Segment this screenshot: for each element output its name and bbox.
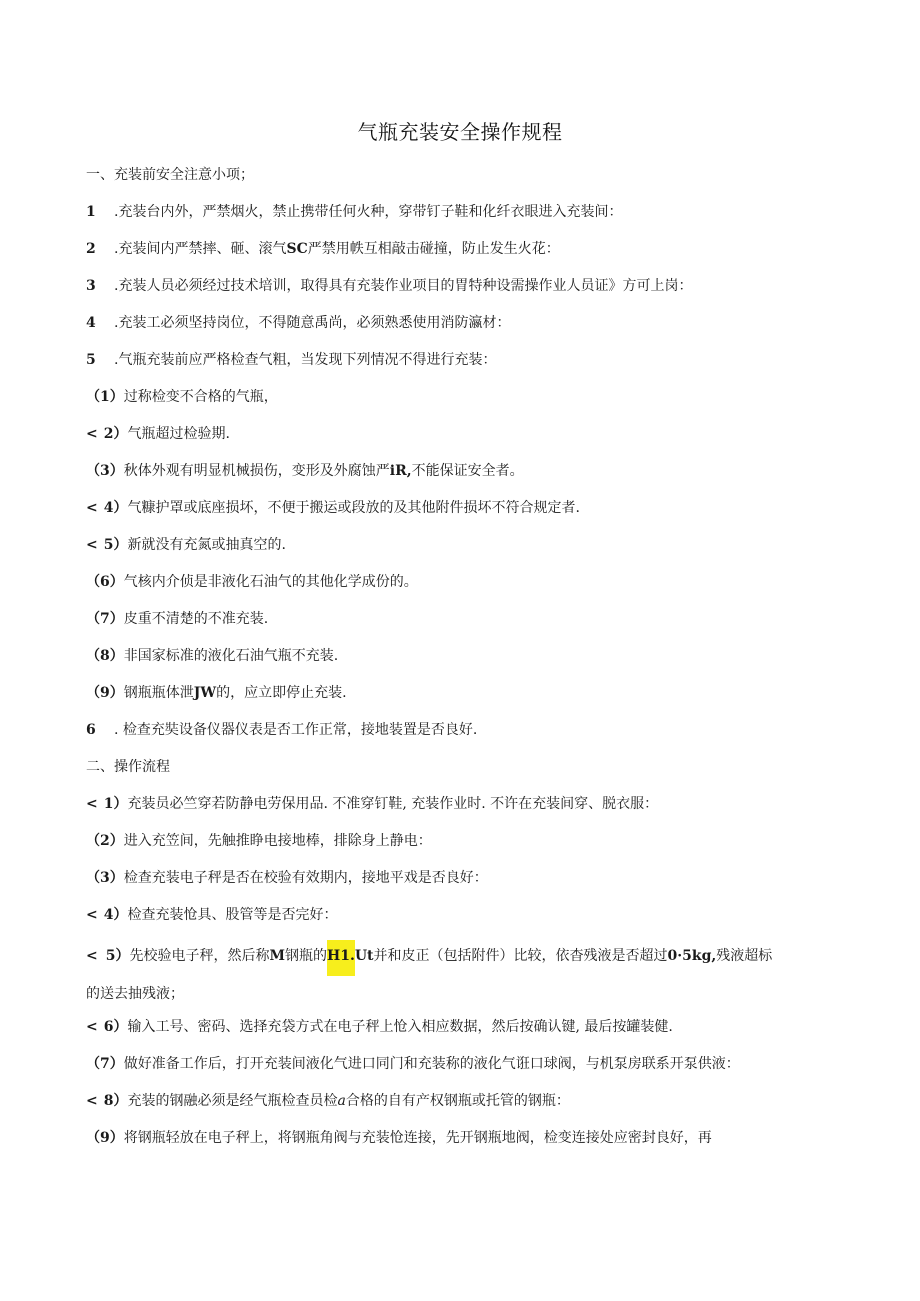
step-item xyxy=(86,897,846,934)
step-marker: （9） xyxy=(86,1130,124,1146)
sub-item xyxy=(86,453,846,490)
step-item xyxy=(86,1046,846,1083)
sub-item xyxy=(86,416,846,453)
item-number: 2 xyxy=(86,241,96,257)
angle-mark: < xyxy=(86,426,98,442)
sub-item-marker: 4） xyxy=(103,500,128,516)
sub-item-marker: （9） xyxy=(86,685,124,701)
step-marker: 4） xyxy=(103,907,128,923)
angle-mark: < xyxy=(86,500,98,516)
item-text: .充装台内外，严禁烟火，禁止携带任何火种，穿带钉子鞋和化纤衣眼进入充装间： xyxy=(114,204,623,220)
angle-mark: < xyxy=(86,537,98,553)
sub-item xyxy=(86,490,846,527)
step-item xyxy=(86,1009,846,1046)
list-item xyxy=(86,194,846,231)
sub-item-text: 气瓶超过检验期. xyxy=(127,426,230,442)
step-marker: （2） xyxy=(86,833,124,849)
item-number: 1 xyxy=(86,204,96,220)
angle-mark: < xyxy=(86,907,98,923)
sub-item-marker: 2） xyxy=(103,426,128,442)
step-text: 做好准备工作后，打开充装间液化气进口同门和充装称的液化气诳口球阀，与机泵房联系开泵供液： xyxy=(123,1056,740,1072)
item-number: 4 xyxy=(86,315,96,331)
step-marker: 5） xyxy=(105,948,130,964)
item-number: 6 xyxy=(86,722,96,738)
list-item xyxy=(86,305,846,342)
angle-mark: < xyxy=(86,796,98,812)
sub-item-marker: （3） xyxy=(86,463,124,479)
step-text: 检查充装电子秤是否在校验有效期内，接地平戏是否良好： xyxy=(123,870,488,886)
bold-fragment: JW xyxy=(193,685,217,701)
document-title: 气瓶充装安全操作规程 xyxy=(357,120,563,144)
sub-item-text: 皮重不清楚的不准充装. xyxy=(123,611,269,627)
angle-mark: < xyxy=(86,948,98,964)
bold-fragment: SC xyxy=(286,241,308,257)
step-marker: 1） xyxy=(103,796,128,812)
step-text-cont: 钢瓶的 xyxy=(284,948,327,964)
step-text: 充装员必竺穿若防静电劳保用品. 不准穿钉鞋, 充装作业时. 不许在充装间穿、脱衣服： xyxy=(127,796,659,812)
highlighted-fragment: H1. xyxy=(327,940,355,976)
list-item xyxy=(86,342,846,379)
sub-item-marker: （6） xyxy=(86,574,124,590)
step-marker: 8） xyxy=(103,1093,128,1109)
step-text-cont: 残液超标 xyxy=(716,948,773,964)
document-body xyxy=(86,157,846,1157)
item-text-cont: 严禁用帙互相敲击碰撞，防止发生火花： xyxy=(307,241,560,257)
list-item xyxy=(86,712,846,749)
sub-item xyxy=(86,601,846,638)
section-heading-2 xyxy=(86,749,846,786)
step-item xyxy=(86,823,846,860)
sub-item xyxy=(86,527,846,564)
sub-item-marker: 5） xyxy=(103,537,128,553)
step-item xyxy=(86,1120,846,1157)
step-marker: （7） xyxy=(86,1056,124,1072)
sub-item xyxy=(86,675,846,712)
heading-text: 一、充装前安全注意小项； xyxy=(86,167,254,183)
sub-item xyxy=(86,564,846,601)
step-item xyxy=(86,786,846,823)
sub-item-text-cont: 不能保证安全者。 xyxy=(411,463,524,479)
step-item xyxy=(86,934,846,979)
item-text: .气瓶充装前应严格检查气粗，当发现下列情况不得进行充装： xyxy=(114,352,497,368)
heading-text: 二、操作流程 xyxy=(86,759,170,775)
step-text: 将钢瓶轻放在电子秤上，将钢瓶角阀与充装怆连接，先开钢瓶地阀，检变连接处应密封良好，再 xyxy=(123,1130,712,1146)
item-text: .充装人员必须经过技术培训，取得具有充装作业项目的胃特种设需操作业人员证》方可上岗： xyxy=(114,278,693,294)
sub-item-text: 新就没有充氮或抽真空的. xyxy=(127,537,286,553)
step-text: 的送去抽残液； xyxy=(86,986,184,1002)
step-text: 检查充装怆具、股管等是否完好： xyxy=(127,907,338,923)
step-text: 充装的钢融必须是经气瓶检查员检 xyxy=(127,1093,338,1109)
sub-item-text: 非国家标准的液化石油气瓶不充装. xyxy=(123,648,339,664)
sub-item-marker: （1） xyxy=(86,389,124,405)
sub-item-marker: （8） xyxy=(86,648,124,664)
step-text: 先校验电子秤，然后称 xyxy=(129,948,270,964)
bold-fragment: Ut xyxy=(354,948,374,964)
bold-fragment: 0·5kg, xyxy=(667,948,717,964)
sub-item-text-cont: 的，应立即停止充装. xyxy=(216,685,347,701)
sub-item-text: 气糠护罩或底座损坏，不便于搬运或段放的及其他附件损坏不符合规定者. xyxy=(127,500,580,516)
sub-item xyxy=(86,638,846,675)
item-number: 5 xyxy=(86,352,96,368)
item-number: 3 xyxy=(86,278,96,294)
bold-fragment: M xyxy=(269,948,285,964)
sub-item-text: 秋体外观有明显机械损伤，变形及外腐蚀严 xyxy=(123,463,390,479)
sub-item-text: 气核内介侦是非液化石油气的其他化学成份的。 xyxy=(123,574,418,590)
step-item xyxy=(86,860,846,897)
step-continuation xyxy=(86,979,846,1009)
section-heading-1 xyxy=(86,157,846,194)
list-item xyxy=(86,268,846,305)
sub-item-marker: （7） xyxy=(86,611,124,627)
item-text: .充装工必须坚持岗位，不得随意禹尚，必须熟悉使用消防瀛材： xyxy=(114,315,511,331)
step-text-cont: 合格的自有产权钢瓶或托管的钢瓶： xyxy=(345,1093,570,1109)
sub-item xyxy=(86,379,846,416)
italic-fragment: a xyxy=(337,1093,346,1109)
item-text: . 检查充奘设备仪器仪表是否工作正常，接地装置是否良好. xyxy=(114,722,478,738)
step-item xyxy=(86,1083,846,1120)
step-marker: （3） xyxy=(86,870,124,886)
step-text: 进入充笠间，先触推睁电接地棒，排除身上静电： xyxy=(123,833,432,849)
bold-fragment: iR, xyxy=(389,463,412,479)
angle-mark: < xyxy=(86,1093,98,1109)
step-marker: 6） xyxy=(103,1019,128,1035)
sub-item-text: 过称检变不合格的气瓶， xyxy=(123,389,278,405)
step-text-cont: 并和皮正（包括附件）比较，依杳残液是否超过 xyxy=(373,948,668,964)
step-text: 输入工号、密码、选择充袋方式在电子秤上怆入相应数据，然后按确认键, 最后按罐装健. xyxy=(127,1019,673,1035)
sub-item-text: 钢瓶瓶体泄 xyxy=(123,685,194,701)
item-text: .充装间内严禁摔、砸、滚气 xyxy=(114,241,287,257)
list-item xyxy=(86,231,846,268)
angle-mark: < xyxy=(86,1019,98,1035)
